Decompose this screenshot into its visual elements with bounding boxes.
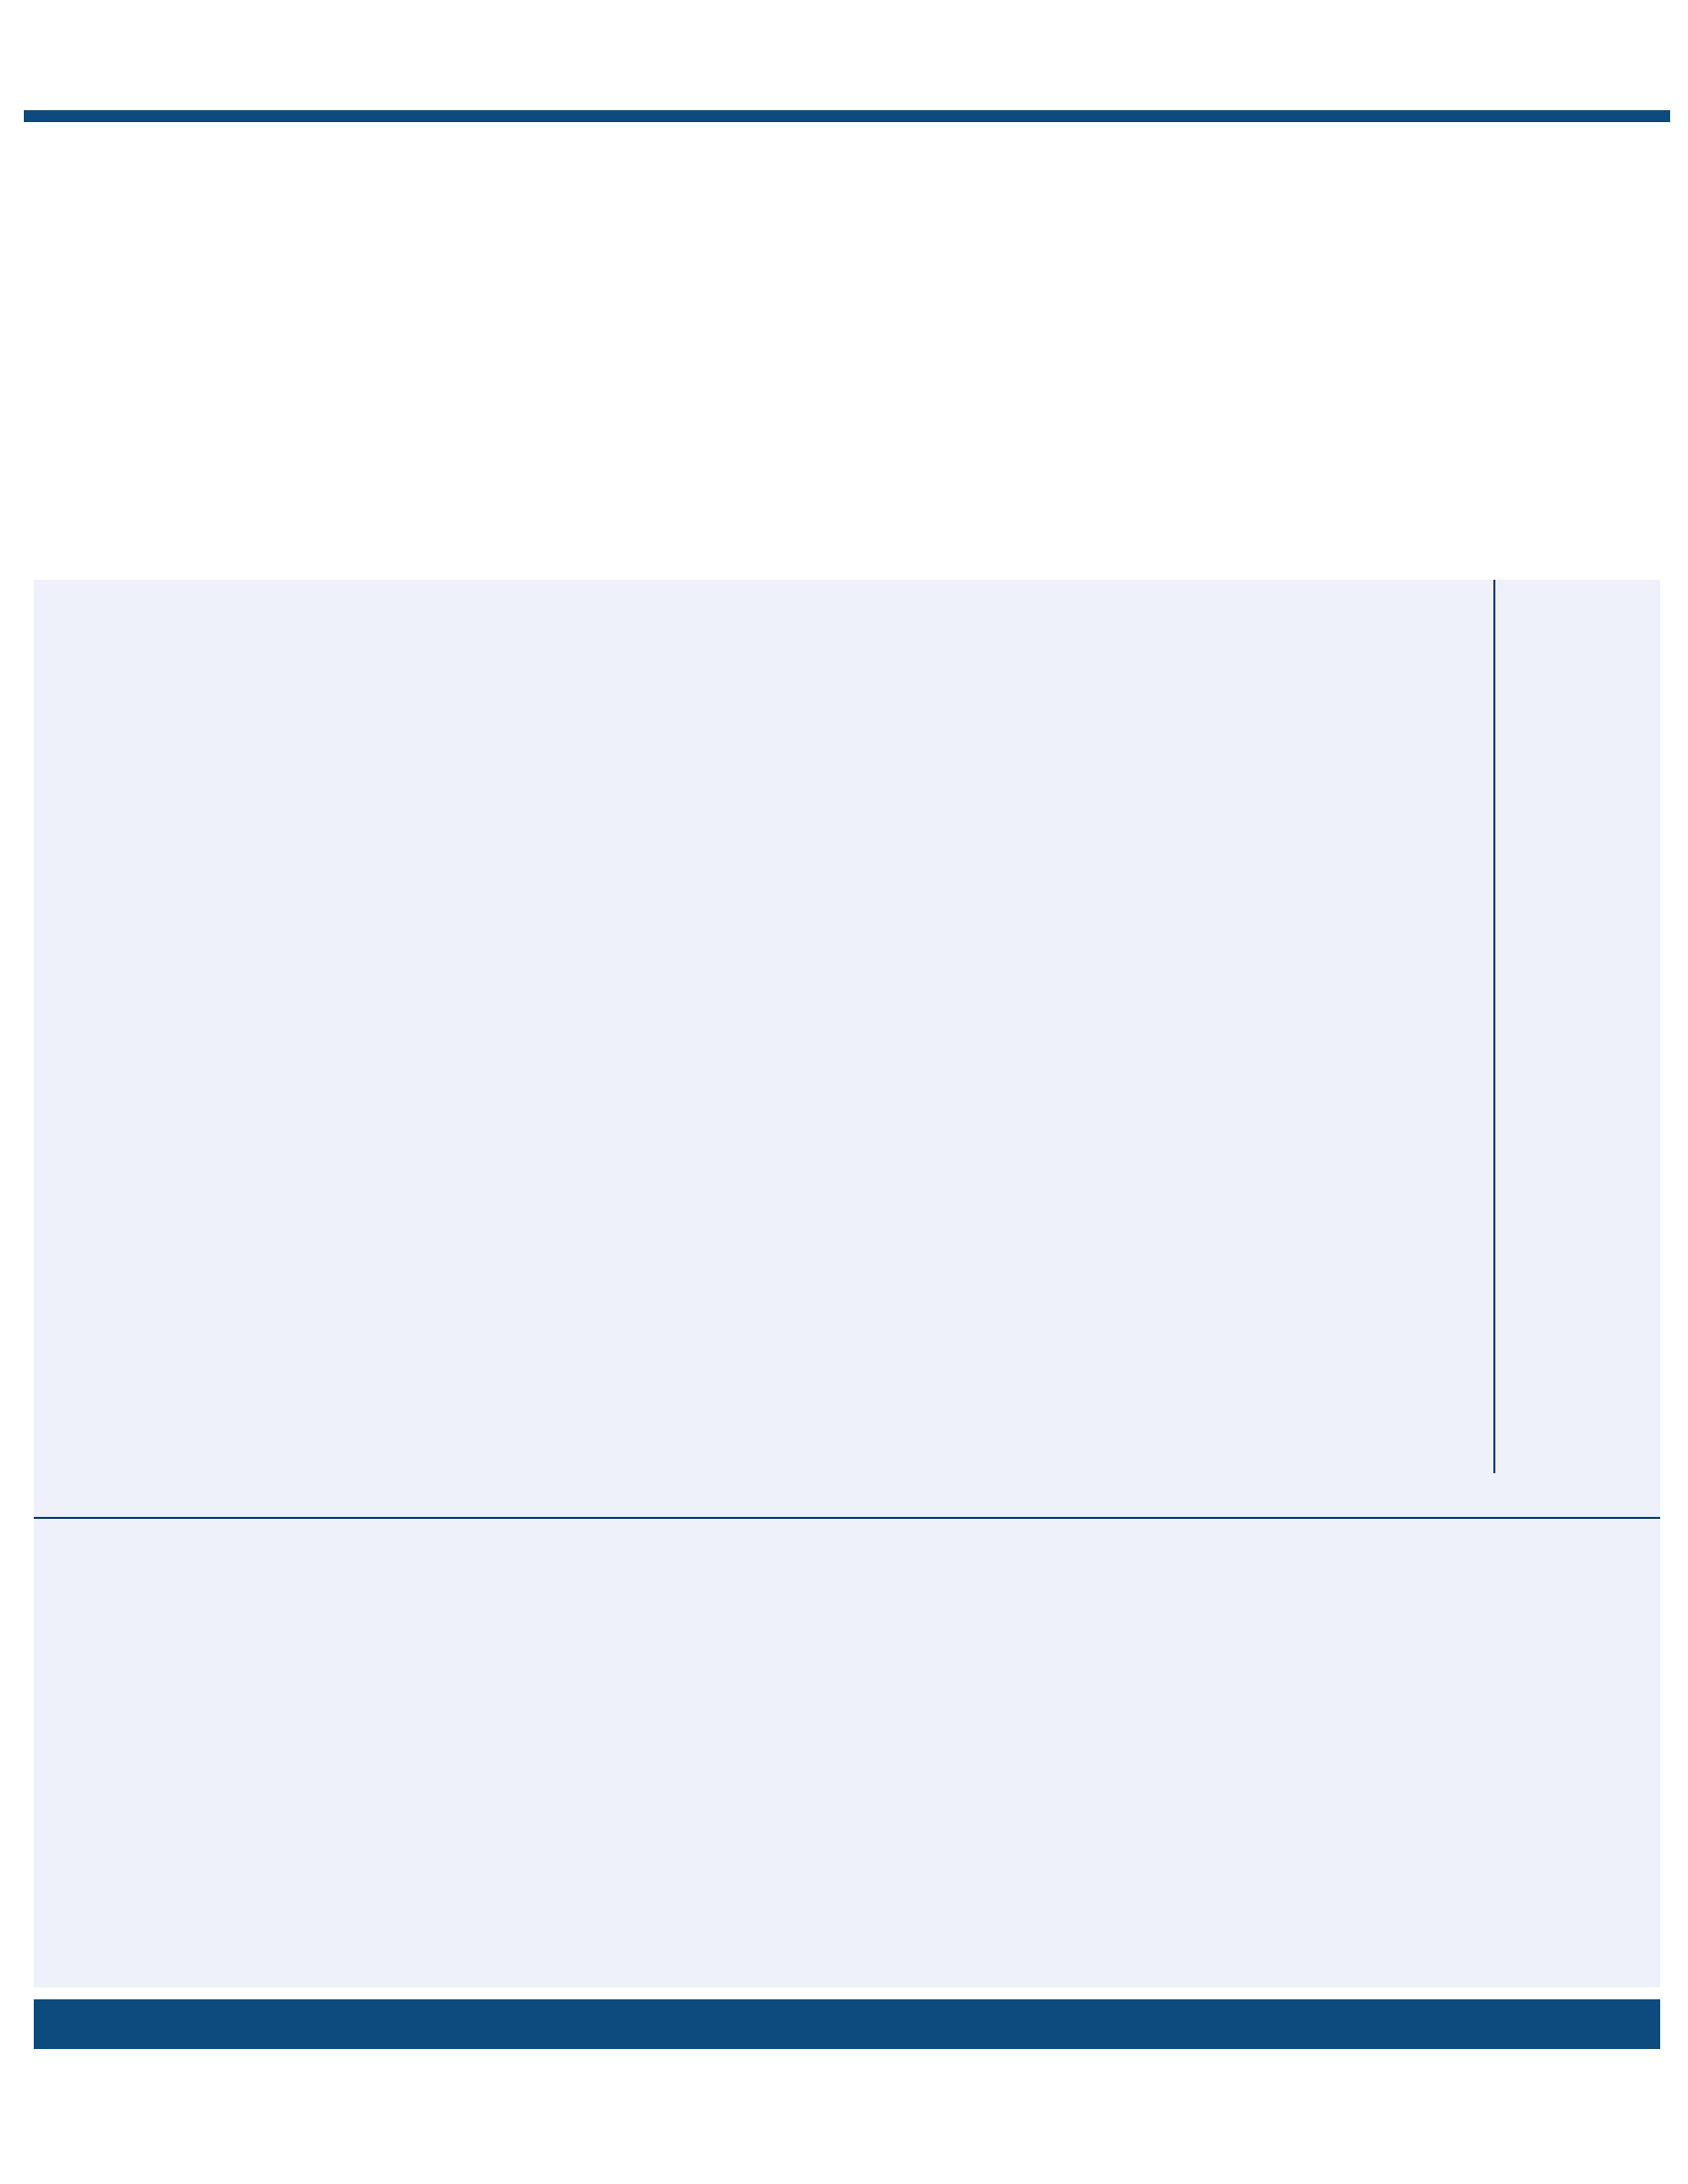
column-divider	[1493, 580, 1495, 1473]
voting-items-panel	[34, 580, 1660, 1987]
table-row	[34, 623, 1660, 669]
header-rule	[24, 110, 1670, 122]
email-banner	[34, 1999, 1660, 2049]
table-row	[34, 580, 1660, 623]
note-row	[34, 1473, 1660, 1519]
